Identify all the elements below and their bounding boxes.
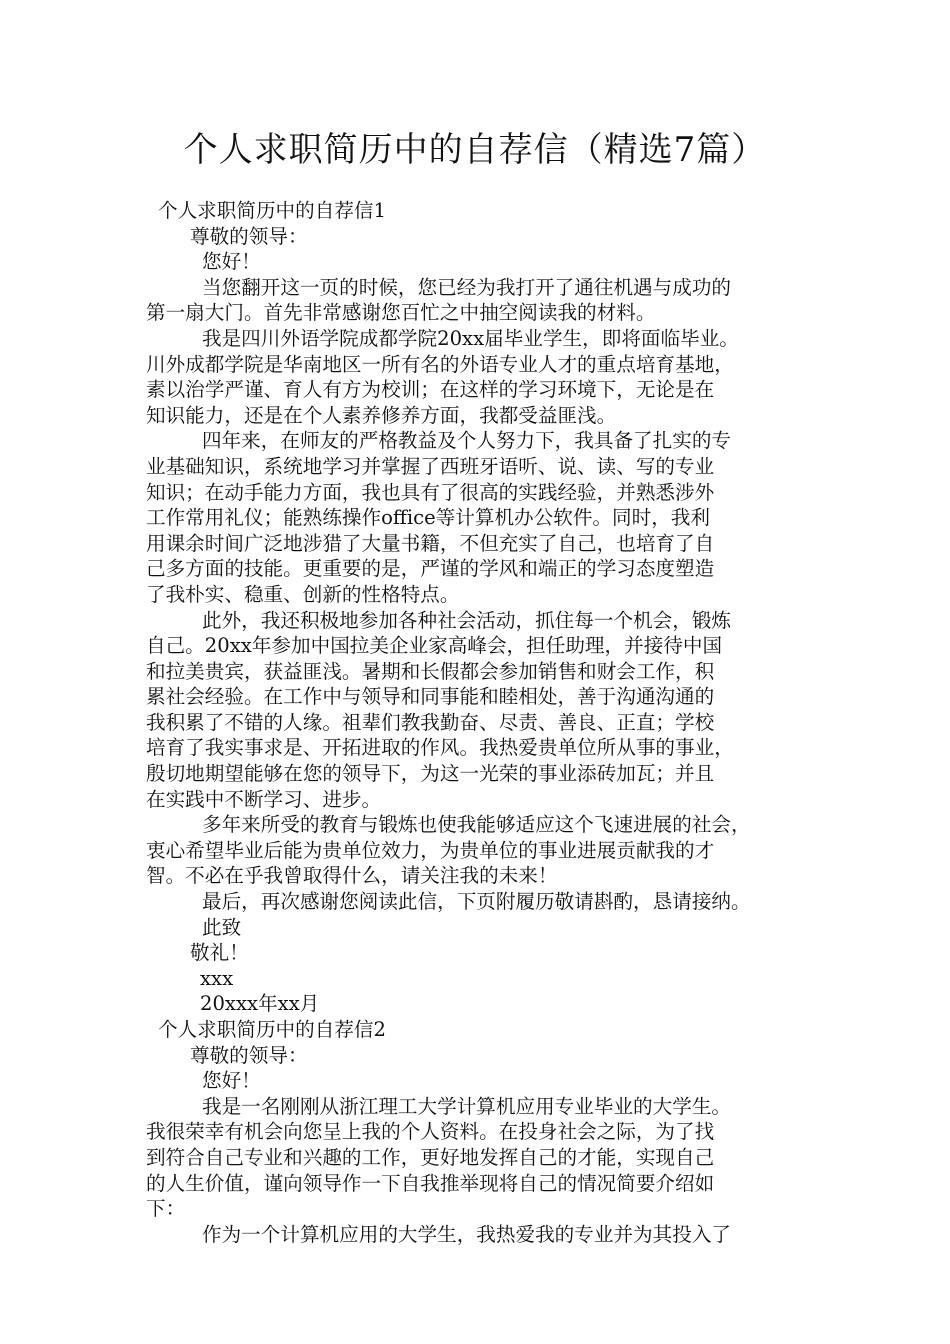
text-line: 我是四川外语学院成都学院20xx届毕业学生，即将面临毕业。 <box>202 326 739 350</box>
signature-line: xxx <box>200 966 234 990</box>
text-line: 当您翻开这一页的时候，您已经为我打开了通往机遇与成功的 <box>202 275 732 299</box>
greeting: 您好！ <box>202 1069 261 1093</box>
salutation: 尊敬的领导： <box>190 224 308 248</box>
text-line: 此外，我还积极地参加各种社会活动，抓住每一个机会，锻炼 <box>202 608 732 632</box>
page-title: 个人求职简历中的自荐信（精选7篇） <box>183 130 767 170</box>
text-line: 四年来，在师友的严格教益及个人努力下，我具备了扎实的专 <box>202 429 732 453</box>
document-body <box>146 198 816 1247</box>
text-line: 我是一名刚刚从浙江理工大学计算机应用专业毕业的大学生。 <box>202 1094 732 1118</box>
text-line: 工作常用礼仪；能熟练操作office等计算机办公软件。同时，我利 <box>146 506 710 530</box>
text-line: 己多方面的技能。更重要的是，严谨的学风和端正的学习态度塑造 <box>146 557 715 581</box>
text-line: 在实践中不断学习、进步。 <box>146 787 382 811</box>
text-line: 最后，再次感谢您阅读此信，下页附履历敬请斟酌，恳请接纳。 <box>202 890 751 914</box>
signature-line: 20xxx年xx月 <box>200 992 320 1016</box>
text-line: 用课余时间广泛地涉猎了大量书籍，不但充实了自己，也培育了自 <box>146 531 715 555</box>
text-line: 知识能力，还是在个人素养修养方面，我都受益匪浅。 <box>146 403 617 427</box>
text-line: 我积累了不错的人缘。祖辈们教我勤奋、尽责、善良、正直；学校 <box>146 710 715 734</box>
text-line: 作为一个计算机应用的大学生，我热爱我的专业并为其投入了 <box>202 1222 732 1246</box>
text-line: 自己。20xx年参加中国拉美企业家高峰会，担任助理，并接待中国 <box>146 634 723 658</box>
text-line: 的人生价值，谨向领导作一下自我推举现将自己的情况简要介绍如 <box>146 1171 715 1195</box>
text-line: 川外成都学院是华南地区一所有名的外语专业人才的重点培育基地， <box>146 352 734 376</box>
text-line: 殷切地期望能够在您的领导下，为这一光荣的事业添砖加瓦；并且 <box>146 762 715 786</box>
text-line: 累社会经验。在工作中与领导和同事能和睦相处，善于沟通沟通的 <box>146 685 715 709</box>
text-line: 我很荣幸有机会向您呈上我的个人资料。在投身社会之际，为了找 <box>146 1120 715 1144</box>
text-line: 知识；在动手能力方面，我也具有了很高的实践经验，并熟悉涉外 <box>146 480 715 504</box>
text-line: 第一扇大门。首先非常感谢您百忙之中抽空阅读我的材料。 <box>146 301 656 325</box>
text-line: 到符合自己专业和兴趣的工作，更好地发挥自己的才能，实现自己 <box>146 1145 715 1169</box>
closing-line: 此致 <box>202 915 242 939</box>
greeting: 您好！ <box>202 250 261 274</box>
closing-line: 敬礼！ <box>190 941 249 965</box>
text-line: 衷心希望毕业后能为贵单位效力，为贵单位的事业进展贡献我的才 <box>146 838 715 862</box>
letter-heading: 个人求职简历中的自荐信2 <box>158 1018 386 1041</box>
text-line: 多年来所受的教育与锻炼也使我能够适应这个飞速进展的社会， <box>202 813 751 837</box>
letter-heading: 个人求职简历中的自荐信1 <box>158 199 386 222</box>
text-line: 了我朴实、稳重、创新的性格特点。 <box>146 582 460 606</box>
text-line: 智。不必在乎我曾取得什么，请关注我的未来！ <box>146 864 558 888</box>
salutation: 尊敬的领导： <box>190 1043 308 1067</box>
text-line: 素以治学严谨、育人有方为校训；在这样的学习环境下，无论是在 <box>146 378 715 402</box>
text-line: 业基础知识，系统地学习并掌握了西班牙语听、说、读、写的专业 <box>146 454 715 478</box>
text-line: 和拉美贵宾，获益匪浅。暑期和长假都会参加销售和财会工作，积 <box>146 659 715 683</box>
text-line: 培育了我实事求是、开拓进取的作风。我热爱贵单位所从事的事业， <box>146 736 734 760</box>
text-line: 下： <box>146 1197 186 1221</box>
